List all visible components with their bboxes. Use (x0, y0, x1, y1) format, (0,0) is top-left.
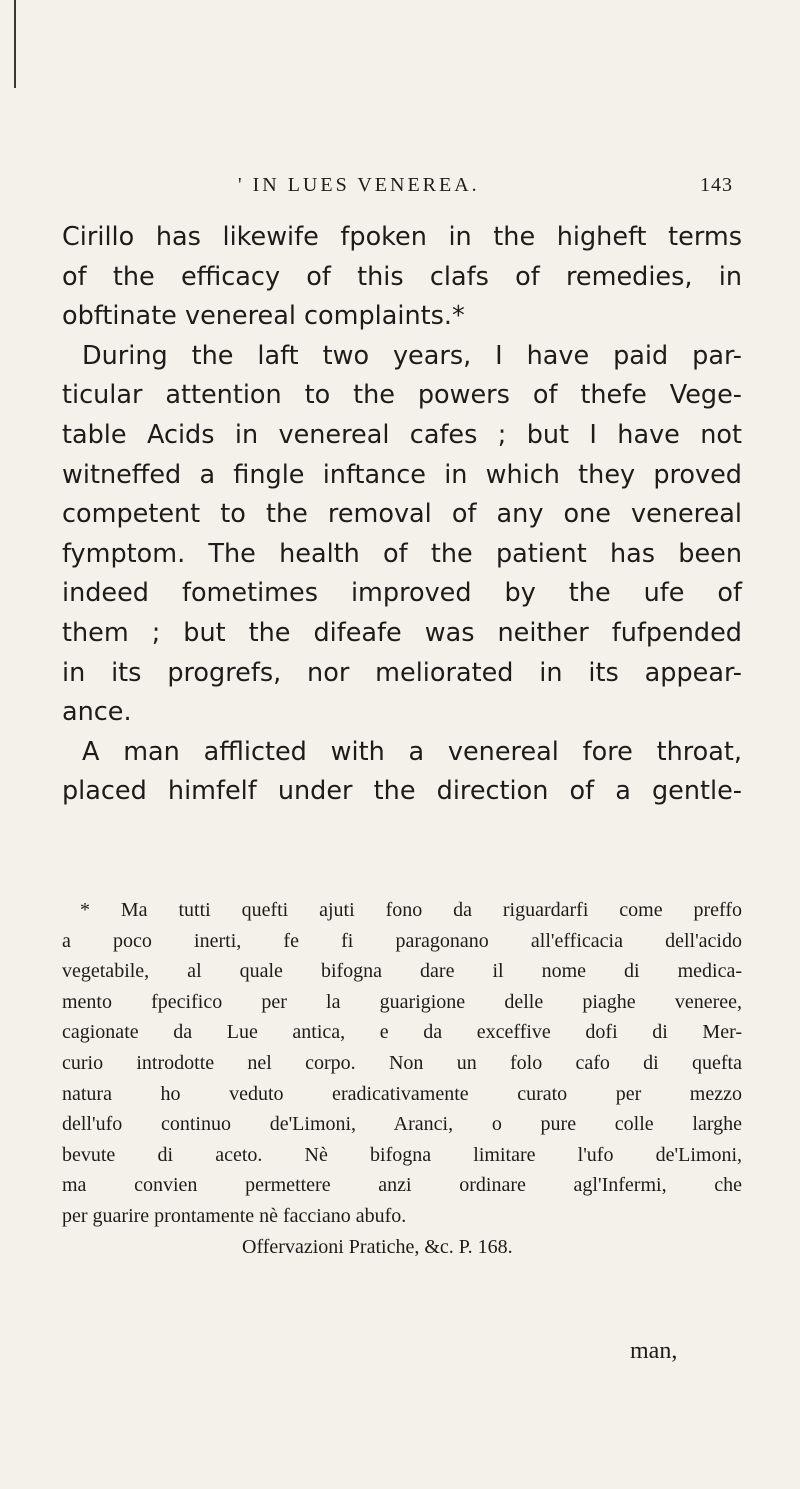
text-line: Cirillo has likewife fpoken in the higheft terms (62, 222, 742, 252)
footnote-line: per guarire prontamente nè facciano abufo. (62, 1204, 407, 1227)
footnote-line: natura ho veduto eradicativamente curato per mezzo (62, 1082, 742, 1105)
footnote-line: vegetabile, al quale bifogna dare il nome di medica- (62, 960, 742, 983)
text-line: of the efficacy of this clafs of remedies, in (62, 261, 742, 292)
text-line: competent to the removal of any one venereal (62, 499, 742, 530)
text-line: placed himfelf under the direction of a gentle- (62, 776, 742, 807)
text-line: indeed fometimes improved by the ufe of (62, 578, 742, 609)
footnote-line: a poco inerti, fe fi paragonano all'efficacia dell'acido (62, 929, 742, 952)
footnote-line: bevute di aceto. Nè bifogna limitare l'ufo de'Limoni, (62, 1143, 742, 1166)
text-line: witneffed a fingle inftance in which they proved (62, 459, 742, 490)
footnote-line: curio introdotte nel corpo. Non un folo cafo di quefta (62, 1051, 742, 1074)
footnote-line: dell'ufo continuo de'Limoni, Aranci, o pure colle larghe (62, 1113, 742, 1136)
text-line: ance. (62, 697, 132, 728)
footnote-line: * Ma tutti quefti ajuti fono da riguardarfi come preffo (80, 899, 742, 921)
text-line: them ; but the difeafe was neither fufpended (62, 617, 742, 648)
footnote-line: cagionate da Lue antica, e da exceffive dofi di Mer- (62, 1021, 742, 1044)
catchword: man, (630, 1338, 678, 1364)
binding-edge-rule (14, 0, 16, 88)
text-line: obftinate venereal complaints.* (62, 301, 465, 332)
text-line: table Acids in venereal cafes ; but I have not (62, 419, 742, 450)
text-line: ticular attention to the powers of thefe Vege- (62, 380, 742, 411)
text-line: fymptom. The health of the patient has been (62, 538, 742, 569)
running-title: ' IN LUES VENEREA. (238, 174, 480, 196)
footnote-source: Offervazioni Pratiche, &c. P. 168. (242, 1235, 513, 1258)
footnote (62, 895, 742, 1262)
footnote-line: ma convien permettere anzi ordinare agl'Infermi, che (62, 1174, 742, 1197)
main-text (62, 218, 742, 812)
text-line: A man afflicted with a venereal fore throat, (82, 736, 742, 767)
running-header (0, 174, 800, 204)
page-number: 143 (700, 174, 733, 196)
text-line: During the laft two years, I have paid par- (82, 340, 742, 371)
footnote-line: mento fpecifico per la guarigione delle piaghe veneree, (62, 990, 742, 1013)
text-line: in its progrefs, nor meliorated in its appear- (62, 657, 742, 688)
